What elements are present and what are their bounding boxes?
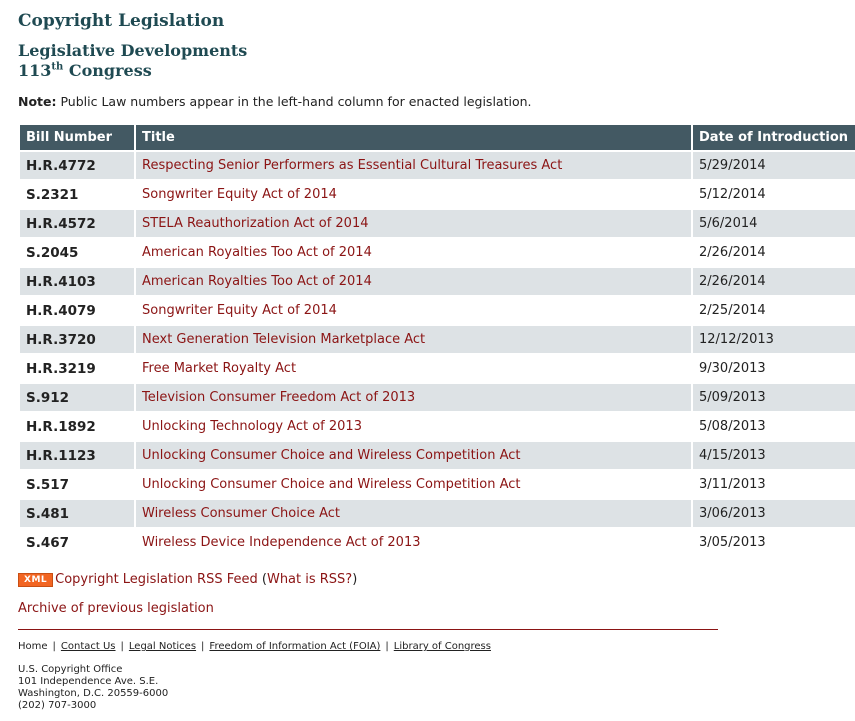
table-row <box>20 238 855 267</box>
bill-number-cell: H.R.4772 <box>20 151 135 180</box>
header-date: Date of Introduction <box>692 125 855 151</box>
bill-title-link[interactable]: Unlocking Consumer Choice and Wireless Competition Act <box>135 441 692 470</box>
date-cell: 2/26/2014 <box>692 267 855 296</box>
bill-title-link[interactable]: Free Market Royalty Act <box>135 354 692 383</box>
date-cell: 9/30/2013 <box>692 354 855 383</box>
date-cell: 5/09/2013 <box>692 383 855 412</box>
date-cell: 2/25/2014 <box>692 296 855 325</box>
xml-badge-icon[interactable]: XML <box>18 573 53 587</box>
bill-title-link[interactable]: Songwriter Equity Act of 2014 <box>135 180 692 209</box>
date-cell: 12/12/2013 <box>692 325 855 354</box>
footer-separator: | <box>120 641 124 652</box>
footer-address <box>18 664 168 712</box>
table-row <box>20 180 855 209</box>
bill-number-cell: H.R.1123 <box>20 441 135 470</box>
bill-number-cell: H.R.1892 <box>20 412 135 441</box>
date-cell: 4/15/2013 <box>692 441 855 470</box>
rss-paren-open: ( <box>257 572 267 587</box>
note <box>18 94 532 109</box>
bill-title-link[interactable]: Wireless Consumer Choice Act <box>135 499 692 528</box>
bill-number-cell: S.2045 <box>20 238 135 267</box>
bill-title-link[interactable]: STELA Reauthorization Act of 2014 <box>135 209 692 238</box>
bill-number-cell: S.517 <box>20 470 135 499</box>
bill-number-cell: S.467 <box>20 528 135 556</box>
page-subtitle <box>18 41 247 81</box>
footer-link-foia[interactable]: Freedom of Information Act (FOIA) <box>209 641 381 652</box>
what-is-rss-link[interactable]: What is RSS? <box>266 572 353 587</box>
bill-title-link[interactable]: Songwriter Equity Act of 2014 <box>135 296 692 325</box>
footer-link-contact[interactable]: Contact Us <box>60 641 116 652</box>
bill-title-link[interactable]: Wireless Device Independence Act of 2013 <box>135 528 692 556</box>
subtitle-text: Legislative Developments <box>18 41 248 60</box>
header-title: Title <box>135 125 692 151</box>
bill-title-link[interactable]: Next Generation Television Marketplace Act <box>135 325 692 354</box>
bill-number-cell: S.912 <box>20 383 135 412</box>
table-row <box>20 296 855 325</box>
table-body <box>20 151 855 556</box>
rss-feed <box>18 572 357 587</box>
footer-link-home[interactable]: Home <box>18 641 48 652</box>
date-cell: 5/12/2014 <box>692 180 855 209</box>
table-row <box>20 354 855 383</box>
table-row <box>20 209 855 238</box>
date-cell: 3/06/2013 <box>692 499 855 528</box>
date-cell: 2/26/2014 <box>692 238 855 267</box>
address-line: 101 Independence Ave. S.E. <box>18 676 159 687</box>
bill-number-cell: H.R.3720 <box>20 325 135 354</box>
archive-link[interactable]: Archive of previous legislation <box>18 601 214 616</box>
note-label: Note: <box>18 94 57 109</box>
address-line: Washington, D.C. 20559-6000 <box>18 688 169 699</box>
footer-separator: | <box>385 641 389 652</box>
page-title: Copyright Legislation <box>18 11 225 31</box>
bill-number-cell: H.R.3219 <box>20 354 135 383</box>
bill-number-cell: H.R.4103 <box>20 267 135 296</box>
table-header-row <box>20 125 855 151</box>
bill-title-link[interactable]: American Royalties Too Act of 2014 <box>135 238 692 267</box>
bill-title-link[interactable]: Respecting Senior Performers as Essential Cultural Treasures Act <box>135 151 692 180</box>
footer-link-legal[interactable]: Legal Notices <box>128 641 197 652</box>
bill-number-cell: S.481 <box>20 499 135 528</box>
bill-title-link[interactable]: Television Consumer Freedom Act of 2013 <box>135 383 692 412</box>
table-row <box>20 412 855 441</box>
date-cell: 5/08/2013 <box>692 412 855 441</box>
bill-number-cell: S.2321 <box>20 180 135 209</box>
footer-nav <box>18 641 491 652</box>
bill-title-link[interactable]: American Royalties Too Act of 2014 <box>135 267 692 296</box>
bill-number-cell: H.R.4572 <box>20 209 135 238</box>
footer-separator: | <box>201 641 205 652</box>
footer-link-loc[interactable]: Library of Congress <box>393 641 491 652</box>
date-cell: 3/11/2013 <box>692 470 855 499</box>
bill-title-link[interactable]: Unlocking Consumer Choice and Wireless Competition Act <box>135 470 692 499</box>
date-cell: 5/29/2014 <box>692 151 855 180</box>
address-line: U.S. Copyright Office <box>18 664 123 675</box>
table-row <box>20 325 855 354</box>
congress-word: Congress <box>63 61 152 80</box>
bill-title-link[interactable]: Unlocking Technology Act of 2013 <box>135 412 692 441</box>
table-row <box>20 528 855 556</box>
table-row <box>20 267 855 296</box>
table-row <box>20 499 855 528</box>
footer-separator: | <box>52 641 56 652</box>
rss-feed-link[interactable]: Copyright Legislation RSS Feed <box>55 572 258 587</box>
congress-number: 113 <box>18 61 52 80</box>
table-row <box>20 441 855 470</box>
date-cell: 3/05/2013 <box>692 528 855 556</box>
table-row <box>20 383 855 412</box>
bill-number-cell: H.R.4079 <box>20 296 135 325</box>
table-row <box>20 151 855 180</box>
note-text: Public Law numbers appear in the left-hand column for enacted legislation. <box>56 94 532 109</box>
table-row <box>20 470 855 499</box>
congress-suffix: th <box>51 61 64 73</box>
legislation-table <box>20 125 855 556</box>
rss-paren-close: ) <box>352 572 358 587</box>
address-line: (202) 707-3000 <box>18 700 97 711</box>
footer-divider <box>18 629 718 630</box>
header-bill-number: Bill Number <box>20 125 135 151</box>
date-cell: 5/6/2014 <box>692 209 855 238</box>
